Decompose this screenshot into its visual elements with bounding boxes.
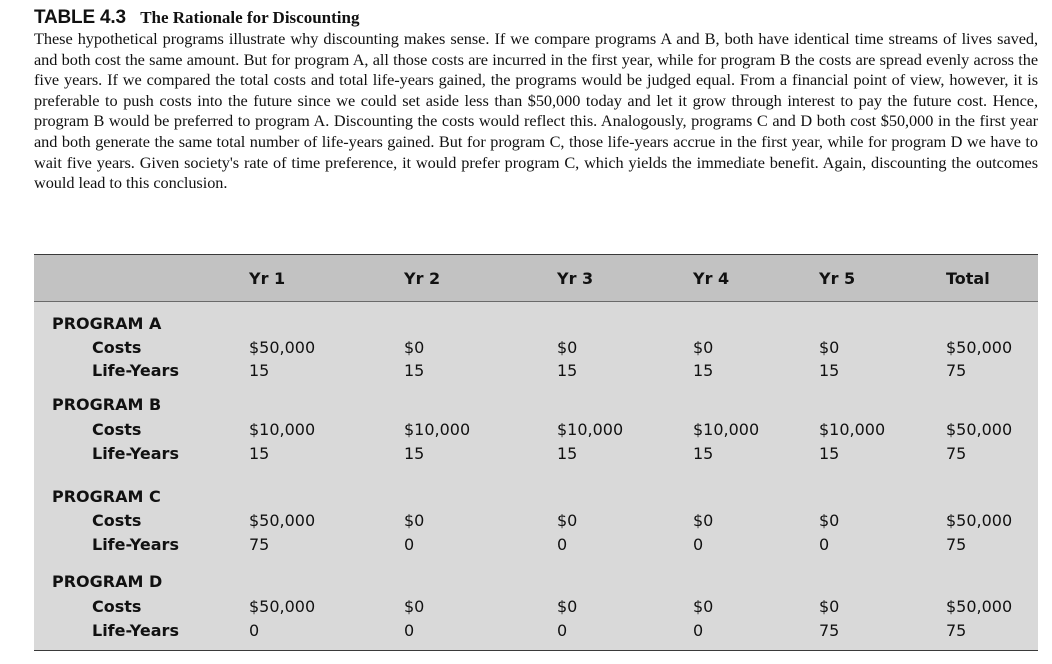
table-cell: $50,000 — [946, 338, 1013, 357]
row-label-costs: Costs — [92, 597, 142, 616]
table-cell: $50,000 — [249, 511, 316, 530]
table-cell: $0 — [557, 338, 578, 357]
table-cell: 75 — [946, 621, 967, 640]
row-label-life-years: Life-Years — [92, 535, 179, 554]
table-cell: $0 — [404, 338, 425, 357]
table-cell: 75 — [946, 361, 967, 380]
table-cell: $0 — [819, 597, 840, 616]
table-cell: $0 — [819, 511, 840, 530]
table-cell: $0 — [557, 597, 578, 616]
table-cell: 75 — [249, 535, 270, 554]
table-cell: $10,000 — [404, 420, 471, 439]
table-cell: $0 — [819, 338, 840, 357]
table-cell: 0 — [557, 621, 568, 640]
table-cell: $0 — [693, 511, 714, 530]
document-page — [34, 6, 1038, 640]
table-cell: 0 — [693, 621, 704, 640]
row-label-life-years: Life-Years — [92, 621, 179, 640]
col-header-yr1: Yr 1 — [249, 269, 286, 288]
table-cell: 15 — [819, 444, 840, 463]
row-label-life-years: Life-Years — [92, 444, 179, 463]
table-cell: 0 — [404, 621, 415, 640]
program-title: PROGRAM C — [52, 487, 161, 506]
table-cell: $10,000 — [249, 420, 316, 439]
program-title: PROGRAM B — [52, 395, 162, 414]
table-cell: $50,000 — [946, 511, 1013, 530]
table-cell: $50,000 — [946, 420, 1013, 439]
discounting-table — [34, 254, 1038, 651]
table-cell: $0 — [693, 597, 714, 616]
col-header-yr3: Yr 3 — [557, 269, 594, 288]
table-cell: $0 — [693, 338, 714, 357]
table-cell: $0 — [404, 597, 425, 616]
table-cell: 15 — [819, 361, 840, 380]
table-cell: $50,000 — [249, 597, 316, 616]
table-cell: 15 — [404, 444, 425, 463]
col-header-yr5: Yr 5 — [819, 269, 856, 288]
table-cell: $10,000 — [819, 420, 886, 439]
table-cell: 15 — [404, 361, 425, 380]
table-cell: 15 — [249, 361, 270, 380]
program-title: PROGRAM D — [52, 572, 163, 591]
row-label-costs: Costs — [92, 338, 142, 357]
table-cell: $0 — [557, 511, 578, 530]
table-cell: 75 — [819, 621, 840, 640]
table-cell: $10,000 — [693, 420, 760, 439]
table-cell: 15 — [693, 444, 714, 463]
table-cell: $50,000 — [946, 597, 1013, 616]
table-cell: $0 — [404, 511, 425, 530]
row-label-costs: Costs — [92, 420, 142, 439]
table-cell: 0 — [693, 535, 704, 554]
table-cell: 0 — [249, 621, 260, 640]
program-title: PROGRAM A — [52, 314, 162, 333]
row-label-life-years: Life-Years — [92, 361, 179, 380]
table-cell: 15 — [249, 444, 270, 463]
table-header-row — [34, 255, 1038, 302]
col-header-yr4: Yr 4 — [693, 269, 730, 288]
col-header-total: Total — [946, 269, 990, 288]
table-cell: 0 — [557, 535, 568, 554]
table-cell: 15 — [557, 444, 578, 463]
table-cell: 15 — [693, 361, 714, 380]
table-cell: 0 — [819, 535, 830, 554]
table-number: TABLE 4.3 — [34, 7, 126, 28]
col-header-yr2: Yr 2 — [404, 269, 441, 288]
row-label-costs: Costs — [92, 511, 142, 530]
table-cell: $50,000 — [249, 338, 316, 357]
table-caption: These hypothetical programs illustrate why discounting makes sense. If we compare programs A and B, both have identical time streams of lives saved, and both cost the same amount. But for program A, all those costs are incurred in the first year, while for program B the costs are spread evenly across the five years. If we compared the total costs and total life-years gained, the programs would be judged equal. From a financial point of view, however, it is preferable to push costs into the future since we could set aside less than $50,000 today and let it grow through interest to pay the future cost. Hence, program B would be preferred to program A. Discounting the costs would reflect this. Analogously, programs C and D both cost $50,000 in the first year and both generate the same total number of life-years gained. But for program C, those life-years accrue in the first year, while for program D we have to wait five years. Given society's rate of time preference, it would prefer program C, which yields the immediate benefit. Again, discounting the outcomes would lead to this conclusion. — [34, 29, 1038, 193]
table-cell: 15 — [557, 361, 578, 380]
table-cell: 75 — [946, 535, 967, 554]
table-heading — [34, 6, 1038, 29]
table-cell: 0 — [404, 535, 415, 554]
table-cell: 75 — [946, 444, 967, 463]
table-cell: $10,000 — [557, 420, 624, 439]
table-title: The Rationale for Discounting — [140, 8, 360, 27]
